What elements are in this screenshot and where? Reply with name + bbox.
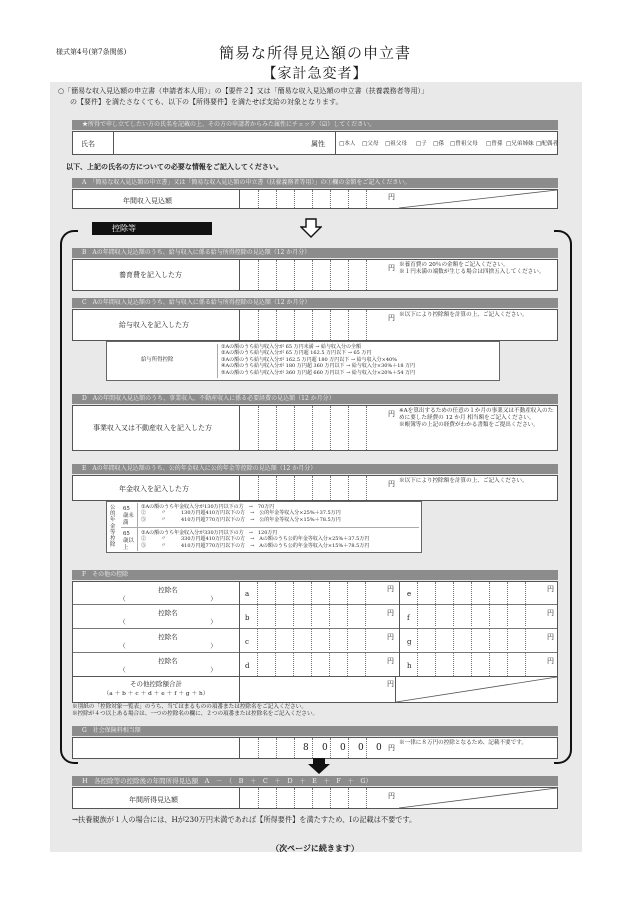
digit-cell-divider <box>347 604 348 626</box>
section-a-box <box>72 189 558 209</box>
letter-d: d <box>245 662 250 670</box>
name-label: 氏名 <box>81 140 95 148</box>
section-f-bar: F その他の控除 <box>72 570 558 580</box>
form-number: 様式第4号(第7条関係) <box>56 48 127 56</box>
diagonal-slash <box>396 677 557 702</box>
digit-cell-divider <box>329 652 330 676</box>
calc-line: ④Aの額のうち給与収入分が 180 万円超 360 万円以下 → 給与収入分×30%＋18 万円 <box>221 363 416 370</box>
digit-cell-divider <box>489 604 490 626</box>
digit-cell-divider <box>312 788 313 808</box>
digit-cell-divider <box>312 260 313 290</box>
yen-unit: 円 <box>388 792 395 800</box>
yen-unit: 円 <box>547 585 554 593</box>
digit-cell-divider <box>453 604 454 626</box>
section-h-box <box>72 787 558 809</box>
page-subtitle: 【家計急変者】 <box>262 66 368 82</box>
intro-line-2: の【要件】を満たさなくても、以下の【所得要件】を満たせば支給の対象となります。 <box>70 98 343 106</box>
digit-cell-divider <box>294 406 295 450</box>
down-arrow-icon <box>300 218 322 238</box>
section-b-note-2: ※１円未満の端数が生じる場合は四捨五入してください。 <box>399 269 545 275</box>
diagonal-slash <box>399 788 557 808</box>
amount-digit: 0 <box>376 743 382 753</box>
digit-cell-divider <box>366 190 367 208</box>
yen-unit: 円 <box>388 480 395 488</box>
deduction-name-label: 控除名 <box>158 586 178 594</box>
digit-cell-divider <box>366 738 367 758</box>
section-f-note-2: ※控除が４つ以上ある場合は、一つの控除名の欄に、２つの項番または控除名をご記入ください。 <box>72 711 319 717</box>
digit-cell-divider <box>507 628 508 650</box>
digit-cell-divider <box>294 788 295 808</box>
digit-cell-divider <box>312 310 313 340</box>
digit-cell-divider <box>293 604 294 626</box>
section-b-amount[interactable] <box>239 260 385 290</box>
over-65-label: 65歳以上 <box>123 531 134 551</box>
digit-cell-divider <box>330 788 331 808</box>
digit-cell-divider <box>276 738 277 758</box>
yen-unit: 円 <box>387 680 394 688</box>
digit-cell-divider <box>366 406 367 450</box>
option-self[interactable]: □本人 <box>339 141 356 147</box>
letter-g: g <box>407 638 412 646</box>
digit-cell-divider <box>329 604 330 626</box>
digit-cell-divider <box>257 582 258 604</box>
calc-line: ⑤Aの額のうち給与収入分が 360 万円超 660 万円以下 → 給与収入分×20%＋54 万円 <box>221 369 416 376</box>
section-d-amount[interactable] <box>239 406 385 450</box>
digit-cell-divider <box>348 260 349 290</box>
digit-cell-divider <box>471 652 472 676</box>
yen-unit: 円 <box>387 633 394 641</box>
digit-cell-divider <box>258 260 259 290</box>
intro-line-1: ○「簡易な収入見込額の申立書（申請者本人用）」の【要件２】又は「簡易な収入見込額の申立書（扶養義務者等用）」 <box>58 87 429 95</box>
digit-cell-divider <box>453 628 454 650</box>
digit-cell-divider <box>258 738 259 758</box>
deduction-name-paren: （ ） <box>119 618 217 626</box>
calc-line: ② 〃 130万円超410万円以下の方 → 公的年金等収入分×25%＋37.5万円 <box>141 510 341 517</box>
section-g-box <box>72 737 558 759</box>
digit-cell-divider <box>365 652 366 676</box>
digit-cell-divider <box>366 476 367 500</box>
digit-cell-divider <box>330 406 331 450</box>
digit-cell-divider <box>311 628 312 650</box>
section-c-amount[interactable] <box>239 310 385 340</box>
section-c-box <box>72 309 558 341</box>
deduction-name-label: 控除名 <box>158 633 178 641</box>
section-a-amount[interactable] <box>239 190 385 208</box>
amount-digit: 8 <box>303 743 309 753</box>
digit-cell-divider <box>489 652 490 676</box>
option-child[interactable]: □子 <box>416 141 427 147</box>
digit-cell-divider <box>293 582 294 604</box>
digit-cell-divider <box>312 476 313 500</box>
digit-cell-divider <box>275 604 276 626</box>
intro-text <box>58 86 570 108</box>
amount-digit: 0 <box>358 743 364 753</box>
digit-cell-divider <box>435 604 436 626</box>
name-field[interactable] <box>113 132 304 154</box>
digit-cell-divider <box>507 652 508 676</box>
section-c-label: 給与収入を記入した方 <box>119 321 189 329</box>
calc-line: ② 〃 330万円超410万円以下の方 → Aの額のうち公的年金等収入分×25%＋37.5万円 <box>141 536 370 543</box>
deduction-name-paren: （ ） <box>119 642 217 650</box>
amount-digit: 0 <box>322 743 328 753</box>
digit-cell-divider <box>417 604 418 626</box>
digit-cell-divider <box>257 628 258 650</box>
deduction-name-paren: （ ） <box>119 595 217 603</box>
section-b-box <box>72 259 558 291</box>
section-h-amount[interactable] <box>239 788 385 808</box>
section-d-notes <box>399 408 555 429</box>
digit-cell-divider <box>330 310 331 340</box>
pension-side-title: 公的年金等控除 <box>110 505 116 549</box>
section-e-bar: E Aの年間収入見込額のうち、公的年金収入に公的年金等控除の見込額（12 か月分） <box>72 464 558 474</box>
option-great-grandparents[interactable]: □曾祖父母 <box>450 141 478 147</box>
deduction-item-c[interactable] <box>113 632 223 650</box>
section-g-bar: G 社会保険料相当額 <box>72 726 558 736</box>
digit-cell-divider <box>294 310 295 340</box>
digit-cell-divider <box>347 628 348 650</box>
section-d-label: 事業収入又は不動産収入を記入した方 <box>93 424 212 432</box>
digit-cell-divider <box>435 628 436 650</box>
digit-cell-divider <box>417 628 418 650</box>
digit-cell-divider <box>365 582 366 604</box>
deduction-name-paren: （ ） <box>119 666 217 674</box>
section-b-label: 養育費を記入した方 <box>119 271 182 279</box>
section-b-bar: B Aの年間収入見込額のうち、給与収入に係る給与所得控除の見込額（12 か月分） <box>72 248 558 258</box>
deduction-item-b[interactable] <box>113 608 223 626</box>
digit-cell-divider <box>525 604 526 626</box>
digit-cell-divider <box>330 738 331 758</box>
digit-cell-divider <box>312 190 313 208</box>
digit-cell-divider <box>366 310 367 340</box>
digit-cell-divider <box>293 652 294 676</box>
over-65-lines <box>141 530 369 549</box>
section-e-box <box>72 475 558 501</box>
digit-cell-divider <box>365 604 366 626</box>
diagonal-slash <box>399 190 557 208</box>
section-b-notes <box>399 262 555 276</box>
digit-cell-divider <box>417 652 418 676</box>
digit-cell-divider <box>471 582 472 604</box>
letter-h: h <box>407 662 412 670</box>
calc-line: ②Aの額のうち給与収入分が 65 万円超 162.5 万円以下 → 65 万円 <box>221 350 372 357</box>
yen-unit: 円 <box>387 657 394 665</box>
option-parents[interactable]: □父母 <box>362 141 379 147</box>
applicant-box <box>72 131 558 155</box>
digit-cell-divider <box>275 628 276 650</box>
option-grandchild[interactable]: □孫 <box>433 141 444 147</box>
section-c-bar: C Aの年間収入見込額のうち、給与収入に係る給与所得控除の見込額（12 か月分） <box>72 298 558 308</box>
deduction-total-label <box>81 679 231 697</box>
digit-cell-divider <box>275 652 276 676</box>
yen-unit: 円 <box>388 744 395 752</box>
calc-line: ①Aの額のうち年金収入分が330万円以下の方 → 120万円 <box>141 530 278 536</box>
section-d-box <box>72 405 558 451</box>
section-e-note: ※以下により控除額を計算の上、ご記入ください。 <box>399 478 528 484</box>
digit-cell-divider <box>293 628 294 650</box>
option-spouse[interactable]: □配偶者 <box>536 141 559 147</box>
attribute-options <box>335 132 558 154</box>
digit-cell-divider <box>417 582 418 604</box>
digit-cell-divider <box>311 582 312 604</box>
instruction-prompt: 以下、上記の氏名の方についての必要な情報をご記入してください。 <box>66 162 283 171</box>
letter-b: b <box>245 614 250 622</box>
letter-a: a <box>245 590 250 598</box>
digit-cell-divider <box>330 476 331 500</box>
calc-line: ①Aの額のうち給与収入分が 65 万円未満 → 給与収入分の全額 <box>221 344 362 350</box>
yen-unit: 円 <box>388 314 395 322</box>
section-b-note-1: ※養育費の 20％の金額をご記入ください。 <box>399 262 509 268</box>
section-a-bar: A 「簡易な収入見込額の申立書」又は「簡易な収入見込額の申立書（扶養義務者等用）」の①欄の金額をご記入ください。 <box>72 178 558 188</box>
digit-cell-divider <box>525 582 526 604</box>
section-e-calc-table <box>106 501 422 553</box>
section-d-bar: D Aの年間収入見込額のうち、事業収入、不動産収入に係る必要経費の見込額（12 か月分） <box>72 394 558 404</box>
digit-cell-divider <box>258 406 259 450</box>
digit-cell-divider <box>366 260 367 290</box>
section-f-box <box>72 581 558 703</box>
under-65-label: 65歳未満 <box>123 506 134 526</box>
digit-cell-divider <box>294 738 295 758</box>
digit-cell-divider <box>329 628 330 650</box>
digit-cell-divider <box>348 406 349 450</box>
digit-cell-divider <box>489 628 490 650</box>
letter-c: c <box>245 638 249 646</box>
attribute-label: 属性 <box>311 140 325 148</box>
yen-unit: 円 <box>388 193 395 201</box>
digit-cell-divider <box>276 406 277 450</box>
digit-cell-divider <box>294 476 295 500</box>
digit-cell-divider <box>312 738 313 758</box>
digit-cell-divider <box>348 476 349 500</box>
deduction-item-d[interactable] <box>113 656 223 674</box>
down-arrow-icon <box>308 758 330 774</box>
section-f-note-1: ※別紙の「控除対象一覧表」のうち、当てはまるものの項番または控除名をご記入ください。 <box>72 704 307 710</box>
digit-cell-divider <box>471 628 472 650</box>
digit-cell-divider <box>347 652 348 676</box>
digit-cell-divider <box>453 582 454 604</box>
calc-lines <box>221 344 415 376</box>
total-label: その他控除額合計 <box>130 680 182 688</box>
digit-cell-divider <box>507 582 508 604</box>
digit-cell-divider <box>276 788 277 808</box>
page-title: 簡易な所得見込額の申立書 <box>218 44 411 62</box>
footer-note: →扶養親族が１人の場合には、Hが230万円未満であれば【所得要件】を満たすため、Iの記載は不要です。 <box>72 815 417 824</box>
digit-cell-divider <box>276 260 277 290</box>
section-c-calc-table <box>106 341 500 381</box>
deduction-item-a[interactable] <box>113 585 223 603</box>
yen-unit: 円 <box>388 410 395 418</box>
yen-unit: 円 <box>387 585 394 593</box>
section-d-note-2: ※帳簿等の上記の経費がわかる書類をご提出ください。 <box>399 422 539 428</box>
digit-cell-divider <box>258 476 259 500</box>
section-e-label: 年金収入を記入した方 <box>119 485 189 493</box>
digit-cell-divider <box>435 652 436 676</box>
digit-cell-divider <box>276 190 277 208</box>
digit-cell-divider <box>294 190 295 208</box>
digit-cell-divider <box>257 604 258 626</box>
letter-e: e <box>407 590 412 598</box>
calc-line: ③ 〃 410万円超770万円以下の方 → Aの額のうち公的年金等収入分×15%＋78.5万円 <box>141 542 370 549</box>
digit-cell-divider <box>311 652 312 676</box>
digit-cell-divider <box>348 788 349 808</box>
digit-cell-divider <box>330 260 331 290</box>
yen-unit: 円 <box>387 609 394 617</box>
deductions-label: 控除等 <box>92 222 212 235</box>
digit-cell-divider <box>348 310 349 340</box>
digit-cell-divider <box>365 628 366 650</box>
option-siblings[interactable]: □兄弟姉妹 <box>506 141 534 147</box>
digit-cell-divider <box>525 628 526 650</box>
yen-unit: 円 <box>547 609 554 617</box>
yen-unit: 円 <box>388 264 395 272</box>
digit-cell-divider <box>348 190 349 208</box>
calc-line: ①Aの額のうち年金収入分が130万円以下の方 → 70万円 <box>141 504 275 510</box>
digit-cell-divider <box>257 652 258 676</box>
digit-cell-divider <box>435 582 436 604</box>
deduction-name-label: 控除名 <box>158 657 178 665</box>
calc-line: ③ 〃 410万円超770万円以下の方 → 公的年金等収入分×15%＋78.5万円 <box>141 516 341 523</box>
calc-line: ③Aの額のうち給与収入分が 162.5 万円超 180 万円以下 → 給与収入分×40% <box>221 356 397 363</box>
digit-cell-divider <box>507 604 508 626</box>
applicant-bar: ★所得で申し立てしたい方の氏名を記載の上、その方の申請者からみた属性にチェック（☑）してください。 <box>72 120 558 130</box>
digit-cell-divider <box>258 310 259 340</box>
option-great-grandchild[interactable]: □曾孫 <box>486 141 503 147</box>
yen-unit: 円 <box>547 657 554 665</box>
digit-cell-divider <box>275 582 276 604</box>
digit-cell-divider <box>258 190 259 208</box>
amount-digit: 0 <box>340 743 346 753</box>
digit-cell-divider <box>366 788 367 808</box>
digit-cell-divider <box>330 190 331 208</box>
under-65-lines <box>141 504 341 523</box>
digit-cell-divider <box>276 310 277 340</box>
digit-cell-divider <box>329 582 330 604</box>
continued-label: （次ページに続きます） <box>271 843 359 853</box>
yen-unit: 円 <box>547 633 554 641</box>
digit-cell-divider <box>258 788 259 808</box>
digit-cell-divider <box>276 476 277 500</box>
deduction-name-label: 控除名 <box>158 609 178 617</box>
section-e-amount[interactable] <box>239 476 385 500</box>
option-grandparents[interactable]: □祖父母 <box>385 141 408 147</box>
digit-cell-divider <box>294 260 295 290</box>
section-a-label: 年間収入見込額 <box>123 197 172 205</box>
section-f-notes <box>72 704 562 718</box>
digit-cell-divider <box>312 406 313 450</box>
total-formula: （a ＋ b ＋ c ＋ d ＋ e ＋ f ＋ g ＋ h） <box>103 691 209 697</box>
letter-f: f <box>407 614 410 622</box>
calc-title: 給与所得控除 <box>141 357 174 363</box>
digit-cell-divider <box>471 604 472 626</box>
section-h-bar: H 各控除等の控除後の年間所得見込額 A － （ B ＋ C ＋ D ＋ E ＋ F ＋ G） <box>72 776 558 786</box>
digit-cell-divider <box>347 582 348 604</box>
digit-cell-divider <box>525 652 526 676</box>
digit-cell-divider <box>311 604 312 626</box>
digit-cell-divider <box>489 582 490 604</box>
section-g-note: ※一律に８万円の控除となるため、記載不要です。 <box>399 740 527 746</box>
section-c-note: ※以下により控除額を計算の上、ご記入ください。 <box>399 312 528 318</box>
digit-cell-divider <box>348 738 349 758</box>
section-h-label: 年間所得見込額 <box>129 796 178 804</box>
section-d-note-1: ※Aを算出するための任意の１か月の事業又は不動産収入のために要した経費の 12 か月 相当額をご記入ください。 <box>399 408 554 421</box>
digit-cell-divider <box>453 652 454 676</box>
